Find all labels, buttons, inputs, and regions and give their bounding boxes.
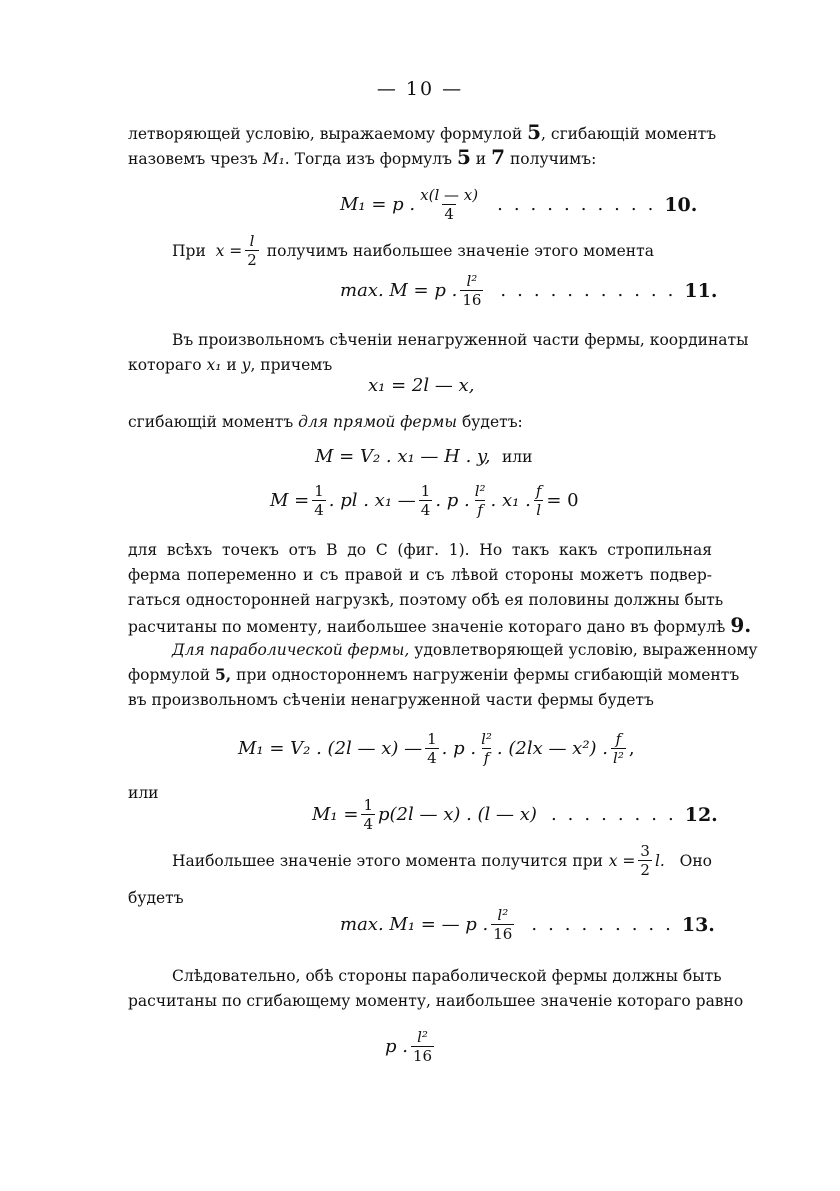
formula-parabolic-moment: M₁ = V₂ . (2l — x) — $\frac{1}{4}$ . p . $\frac{\text{l²}}{f}$ . (2lx — x²) . $\frac{f}{\text{l²}}$ , bbox=[238, 730, 635, 767]
formula-moment-zero: M = $\frac{1}{4}$ . pl . x₁ — $\frac{1}{4}$ . p . $\frac{\text{l²}}{f}$ . x₁ . $\frac{f}{l}$ = 0 bbox=[270, 482, 579, 519]
formula-13: max. M₁ = — p . $\frac{\text{l²}}{16}$ ......... 13. bbox=[340, 906, 715, 943]
text-line-4: Въ произвольномъ сѣченіи ненагруженной части фермы, координаты bbox=[172, 331, 749, 349]
condition-x-half: При x = $\frac{l}{2}$ получимъ наибольшее значеніе этого момента bbox=[172, 232, 654, 269]
formula-11: max. M = p . $\frac{\text{l²}}{16}$ ........... 11. bbox=[340, 272, 718, 309]
text-line-17: Слѣдовательно, обѣ стороны параболической фермы должны быть bbox=[172, 967, 722, 985]
text-line-8: ферма попеременно и съ правой и съ лѣвой стороны можетъ подвер- bbox=[128, 566, 712, 584]
formula-final: p . $\frac{\text{l²}}{16}$ bbox=[385, 1028, 433, 1065]
text-line-5: котораго x₁ и y, причемъ bbox=[128, 356, 333, 374]
text-line-11: Для параболической фермы, удовлетворяющей условію, выраженному bbox=[172, 641, 758, 659]
text-line-10: расчитаны по моменту, наибольшее значеніе котораго дано въ формулѣ 9. bbox=[128, 613, 752, 637]
text-line-12: формулой 5, при одностороннемъ нагруженіи фермы сгибающій моментъ bbox=[128, 665, 740, 684]
formula-moment-straight: M = V₂ . x₁ — H . y, или bbox=[315, 446, 533, 467]
text-line-14: или bbox=[128, 784, 159, 802]
text-line-9: гаться односторонней нагрузкѣ, поэтому обѣ ея половины должны быть bbox=[128, 591, 724, 609]
text-line-13: въ произвольномъ сѣченіи ненагруженной части фермы будетъ bbox=[128, 691, 654, 709]
text-line-1: летворяющей условію, выражаемому формулой 5, сгибающій моментъ bbox=[128, 120, 717, 144]
text-line-15: Наибольшее значеніе этого момента получится при x = $\frac{3}{2}$ l. Оно bbox=[172, 842, 712, 879]
formula-10: M₁ = p . $\frac{x(l — x)}{4}$ .......... 10. bbox=[340, 186, 698, 223]
page-number: — 10 — bbox=[376, 78, 464, 100]
formula-12: M₁ = $\frac{1}{4}$ p(2l — x) . (l — x) ........ 12. bbox=[312, 796, 718, 833]
text-line-6: сгибающій моментъ для прямой фермы будетъ: bbox=[128, 413, 523, 431]
text-line-16: будетъ bbox=[128, 889, 184, 907]
text-line-7: для всѣхъ точекъ отъ B до C (фиг. 1). Но такъ какъ стропильная bbox=[128, 541, 712, 559]
text-line-18: расчитаны по сгибающему моменту, наибольшее значеніе котораго равно bbox=[128, 992, 744, 1010]
text-line-2: назовемъ чрезъ M₁. Тогда изъ формулъ 5 и 7 получимъ: bbox=[128, 145, 597, 169]
formula-x1: x₁ = 2l — x, bbox=[368, 375, 475, 396]
